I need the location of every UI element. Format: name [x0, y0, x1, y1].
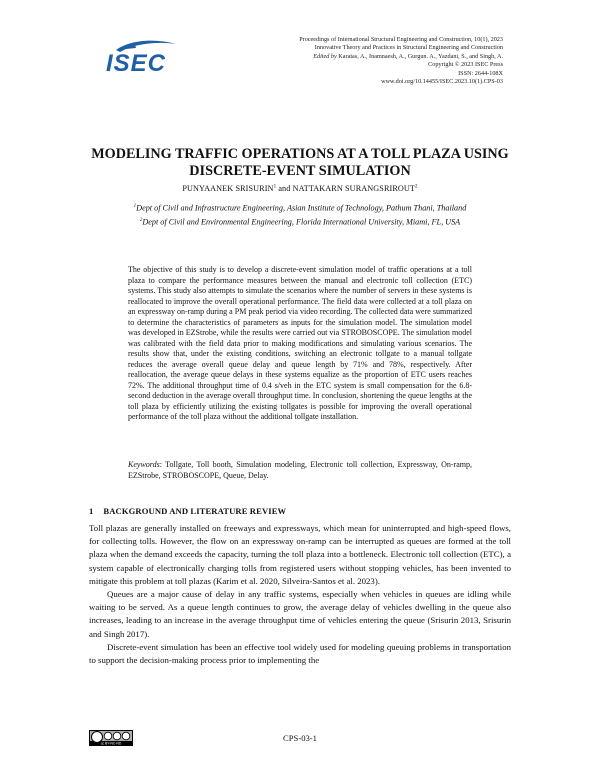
- page-number: CPS-03-1: [283, 733, 317, 743]
- conference-name: Innovative Theory and Practices in Structural Engineering and Construction: [314, 44, 503, 52]
- editors-line: [203, 53, 503, 61]
- author-1: PUNYAANEK SRISURIN: [182, 184, 274, 193]
- affiliation-1-text: Dept of Civil and Infrastructure Engineering, Asian Institute of Technology, Pathum Thani, Thailand: [136, 203, 467, 213]
- section-title: BACKGROUND AND LITERATURE REVIEW: [103, 506, 287, 516]
- paper-title: MODELING TRAFFIC OPERATIONS AT A TOLL PLAZA USING DISCRETE-EVENT SIMULATION: [91, 146, 509, 179]
- author-2: NATTAKARN SURANGSRIROUT: [292, 184, 416, 193]
- keywords: [128, 460, 472, 481]
- journal-header: [203, 36, 503, 86]
- paragraph-1: Toll plazas are generally installed on freeways and expressways, which mean for uninterrupted and high-speed flows, for collecting tolls. However, the flow on an expressway on-ramp can be interrupted as queues are formed at the toll plaza when the demand exceeds the capacity, turning the toll plaza into a bottleneck. Electronic toll collection (ETC), a system capable of electronically charging tolls from registered users without stopping vehicles, has been invented to mitigate this problem at toll plazas (Karim et al. 2020, Silveira-Santos et al. 2023).: [89, 523, 511, 586]
- section-number: 1: [89, 506, 94, 516]
- section-heading: [89, 506, 286, 516]
- authors-line: [80, 184, 520, 193]
- author-1-sup: 1: [273, 184, 277, 190]
- author-2-sup: 2: [415, 184, 418, 190]
- affiliation-2-sup: 2: [139, 218, 143, 224]
- affiliation-1: [116, 202, 484, 214]
- paragraph-2: Queues are a major cause of delay in any traffic systems, especially when vehicles in queues are idling while waiting to be served. As a queue length continues to grow, the average delay of vehicles dwelling in the queue also increases, leading to an increase in the average throughput time of vehicles entering the queue (Srisurin 2013, Srisurin and Singh 2017).: [89, 589, 511, 639]
- copyright: Copyright © 2023 ISEC Press: [428, 61, 503, 69]
- keywords-text: : Tollgate, Toll booth, Simulation modeling, Electronic toll collection, Expressway, On-ramp, EZStrobe, STROBOSCOPE, Queue, Delay.: [128, 460, 472, 480]
- paragraph-3: Discrete-event simulation has been an effective tool widely used for modeling queuing problems in transportation to support the decision-making process prior to implementing the: [89, 641, 511, 666]
- affiliation-1-sup: 1: [133, 204, 137, 209]
- journal-name: Proceedings of International Structural Engineering and Construction, 10(1), 2023: [299, 36, 503, 43]
- logo-text: ISEC: [106, 50, 167, 76]
- editors: Karatas, A., Inamnaesh, A., Gurgun. A., Yazdani, S., and Singh, A.: [338, 52, 503, 60]
- section-body: [89, 522, 511, 667]
- authors-and: and: [278, 184, 291, 193]
- keywords-label: Keywords: [128, 460, 160, 469]
- edited-by-label: Edited by: [313, 52, 337, 60]
- cc-license-text: cc BY-NC-ND: [100, 741, 122, 746]
- doi-link[interactable]: www.doi.org/10.14455/ISEC.2023.10(1).CPS-03: [381, 78, 503, 86]
- abstract: [128, 265, 472, 423]
- affiliations: [116, 202, 484, 230]
- affiliation-2-text: Dept of Civil and Environmental Engineering, Florida International University, Miami, FL, USA: [142, 217, 461, 227]
- issn: ISSN: 2644-108X: [458, 69, 503, 77]
- isec-logo: [96, 36, 192, 76]
- affiliation-2: [116, 216, 484, 228]
- abstract-text: The objective of this study is to develop a discrete-event simulation model of traffic operations at a toll plaza to compare the performance measures between the manual and electronic toll collection (ETC) systems. This study also attempts to simulate the scenarios where the number of servers in these systems is reallocated to improve the overall operational performance. The field data were collected at a toll plaza on an expressway on-ramp during a PM peak period via video recording. The collected data were summarized to determine the characteristics of parameters as inputs for the simulation model. The simulation model was developed in EZStrobe, while the results were carried out via STROBOSCOPE. The simulation model was calibrated with the field data prior to making modifications and simulating various scenarios. The results show that, under the existing conditions, switching an electronic tollgate to a manual tollgate reduces the average overall queue delay and queue length by 71% and 78%, respectively. After reallocation, the average queue delays in these systems equalize as the proportion of ETC users reaches 72%. The additional throughput time of 0.4 s/veh in the ETC system is small compensation for the 6.8-second deduction in the average overall throughput time. In conclusion, shortening the queue lengths at the toll plaza by efficiently utilizing the existing tollgates is possible for improving the overall operational performance of the toll plaza without the additional tollgate installation.: [128, 265, 472, 421]
